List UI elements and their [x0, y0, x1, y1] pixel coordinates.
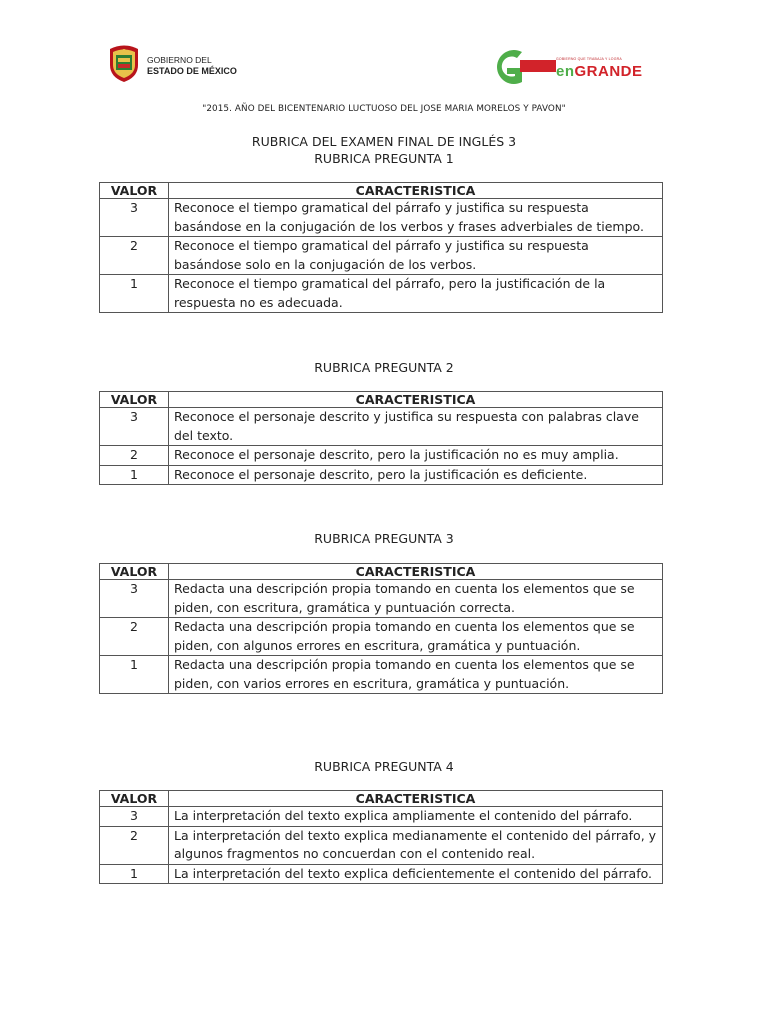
valor-cell: 3: [100, 199, 169, 237]
motto: "2015. AÑO DEL BICENTENARIO LUCTUOSO DEL JOSE MARIA MORELOS Y PAVON": [202, 104, 566, 114]
table-row: [100, 275, 663, 313]
document-title: [0, 133, 768, 167]
engrande-g-icon: [486, 46, 556, 88]
estado-de-mexico-seal-icon: [107, 43, 141, 83]
gobierno-logo-text: [147, 55, 237, 77]
engrande-wordmark: [556, 63, 643, 81]
caracteristica-cell: Redacta una descripción propia tomando en cuenta los elementos que se piden, con varios errores en escritura, gramática y puntuación.: [169, 656, 663, 694]
header-caracteristica: CARACTERISTICA: [169, 564, 663, 580]
rubric-table-2: [99, 391, 663, 485]
caracteristica-cell: Reconoce el tiempo gramatical del párrafo y justifica su respuesta basándose en la conjugación de los verbos y frases adverbiales de tiempo.: [169, 199, 663, 237]
section-title-3: RUBRICA PREGUNTA 3: [314, 531, 454, 546]
caracteristica-cell: Reconoce el tiempo gramatical del párrafo, pero la justificación de la respuesta no es adecuada.: [169, 275, 663, 313]
section-title-4: RUBRICA PREGUNTA 4: [314, 759, 454, 774]
section-title-2: RUBRICA PREGUNTA 2: [314, 360, 454, 375]
valor-cell: 2: [100, 237, 169, 275]
header-valor: VALOR: [100, 791, 169, 807]
gobierno-logo-line2: ESTADO DE MÉXICO: [147, 66, 237, 76]
gobierno-estado-mexico-logo: [107, 43, 247, 85]
page-header: [0, 0, 768, 100]
rubric-table-3: [99, 563, 663, 694]
caracteristica-cell: Redacta una descripción propia tomando en cuenta los elementos que se piden, con escritura, gramática y puntuación correcta.: [169, 580, 663, 618]
caracteristica-cell: Reconoce el personaje descrito, pero la justificación no es muy amplia.: [169, 446, 663, 466]
header-valor: VALOR: [100, 183, 169, 199]
table-row: [100, 580, 663, 618]
document-title-line2: RUBRICA PREGUNTA 1: [314, 151, 454, 166]
table-row: [100, 656, 663, 694]
table-row: [100, 408, 663, 446]
engrande-tagline: GOBIERNO QUE TRABAJA Y LOGRA: [556, 57, 622, 61]
valor-cell: 2: [100, 826, 169, 864]
header-caracteristica: CARACTERISTICA: [169, 791, 663, 807]
rubric-table-4: [99, 790, 663, 884]
table-row: [100, 807, 663, 827]
caracteristica-cell: Reconoce el tiempo gramatical del párrafo y justifica su respuesta basándose solo en la conjugación de los verbos.: [169, 237, 663, 275]
header-caracteristica: CARACTERISTICA: [169, 183, 663, 199]
table-row: [100, 199, 663, 237]
table-row: [100, 618, 663, 656]
gobierno-logo-line1: GOBIERNO DEL: [147, 55, 212, 65]
caracteristica-cell: Reconoce el personaje descrito, pero la justificación es deficiente.: [169, 465, 663, 485]
table-row: [100, 465, 663, 485]
valor-cell: 3: [100, 408, 169, 446]
table-header-row: [100, 392, 663, 408]
caracteristica-cell: La interpretación del texto explica ampliamente el contenido del párrafo.: [169, 807, 663, 827]
rubric-table-1: [99, 182, 663, 313]
header-valor: VALOR: [100, 564, 169, 580]
valor-cell: 2: [100, 618, 169, 656]
engrande-logo: [486, 46, 666, 88]
table-row: [100, 864, 663, 884]
table-row: [100, 237, 663, 275]
header-valor: VALOR: [100, 392, 169, 408]
valor-cell: 3: [100, 580, 169, 618]
header-caracteristica: CARACTERISTICA: [169, 392, 663, 408]
table-header-row: [100, 183, 663, 199]
table-header-row: [100, 791, 663, 807]
valor-cell: 1: [100, 465, 169, 485]
table-header-row: [100, 564, 663, 580]
caracteristica-cell: Redacta una descripción propia tomando en cuenta los elementos que se piden, con algunos errores en escritura, gramática y puntuación.: [169, 618, 663, 656]
caracteristica-cell: Reconoce el personaje descrito y justifica su respuesta con palabras clave del texto.: [169, 408, 663, 446]
table-row: [100, 826, 663, 864]
engrande-word-en: en: [556, 63, 575, 80]
document-title-line1: RUBRICA DEL EXAMEN FINAL DE INGLÉS 3: [251, 134, 517, 149]
valor-cell: 1: [100, 864, 169, 884]
valor-cell: 1: [100, 275, 169, 313]
valor-cell: 3: [100, 807, 169, 827]
table-row: [100, 446, 663, 466]
engrande-word-grande: GRANDE: [574, 63, 643, 80]
caracteristica-cell: La interpretación del texto explica deficientemente el contenido del párrafo.: [169, 864, 663, 884]
caracteristica-cell: La interpretación del texto explica medianamente el contenido del párrafo, y algunos fragmentos no concuerdan con el contenido real.: [169, 826, 663, 864]
valor-cell: 2: [100, 446, 169, 466]
valor-cell: 1: [100, 656, 169, 694]
